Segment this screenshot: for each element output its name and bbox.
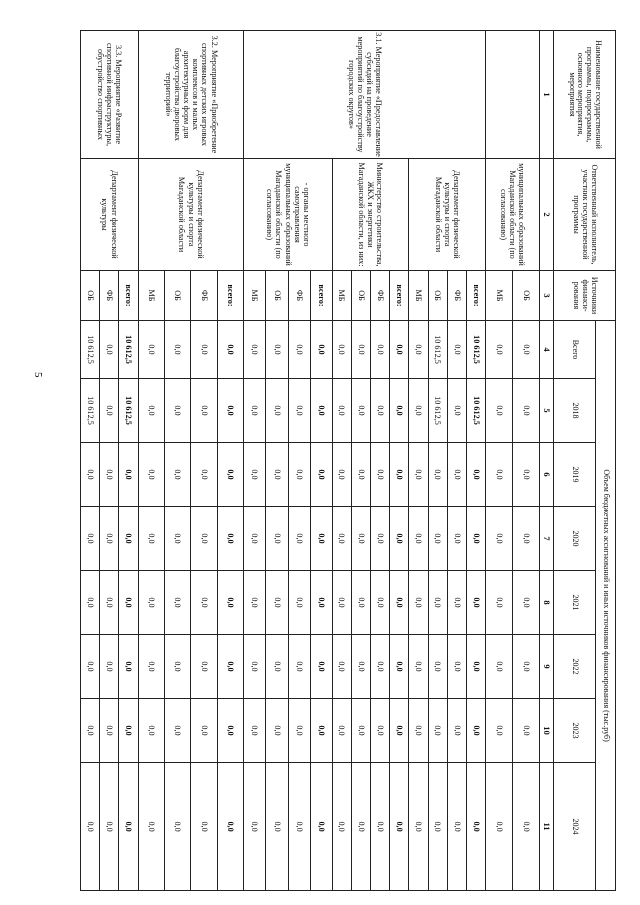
- value-cell: 0,0: [447, 699, 466, 763]
- measure-name-cell: [486, 31, 540, 159]
- value-cell: 0,0: [288, 763, 310, 891]
- value-cell: 0,0: [191, 763, 217, 891]
- measure-name-cell: 3.3. Мероприятие «Развитие спортивной инфраструктуры, обустройство спортивных: [81, 31, 139, 159]
- value-cell: 0,0: [191, 379, 217, 443]
- executor-cell: Департамент физической культуры и спорта Магаданской области: [409, 159, 486, 271]
- header-funding-group: Объем бюджетных ассигнований и иных источников финансирования (тыс.руб): [596, 321, 616, 891]
- table-row: [119, 31, 138, 891]
- value-cell: 0,0: [310, 635, 332, 699]
- value-cell: 0,0: [467, 699, 486, 763]
- value-cell: 0,0: [390, 571, 409, 635]
- value-cell: 0,0: [191, 571, 217, 635]
- value-cell: 0,0: [138, 321, 164, 379]
- value-cell: 0,0: [165, 571, 191, 635]
- value-cell: 0,0: [371, 321, 390, 379]
- value-cell: 0,0: [266, 321, 288, 379]
- value-cell: 0,0: [390, 379, 409, 443]
- value-cell: 0,0: [217, 635, 243, 699]
- value-cell: 0,0: [332, 379, 351, 443]
- source-cell: ОБ: [266, 271, 288, 321]
- executor-cell: - органы местного самоуправления муниципальных образований Магаданской области (по согласованию): [244, 159, 332, 271]
- value-cell: 0,0: [409, 699, 428, 763]
- column-index: 2: [540, 159, 554, 271]
- value-cell: 0,0: [244, 379, 266, 443]
- value-cell: 0,0: [244, 635, 266, 699]
- value-cell: 0,0: [513, 507, 540, 571]
- value-cell: 0,0: [138, 379, 164, 443]
- value-cell: 0,0: [165, 699, 191, 763]
- value-cell: 0,0: [447, 443, 466, 507]
- value-cell: 0,0: [447, 507, 466, 571]
- value-cell: 0,0: [390, 763, 409, 891]
- value-cell: 0,0: [486, 571, 513, 635]
- value-cell: 0,0: [100, 699, 119, 763]
- value-cell: 0,0: [371, 507, 390, 571]
- value-cell: 0,0: [486, 763, 513, 891]
- value-cell: 0,0: [165, 443, 191, 507]
- value-cell: 0,0: [138, 443, 164, 507]
- value-cell: 0,0: [390, 443, 409, 507]
- value-cell: 0,0: [165, 763, 191, 891]
- value-cell: 0,0: [409, 379, 428, 443]
- measure-name-cell: 3.2. Мероприятие «Приобретение спортивных детских игровых комплексов и малых архитектурных форм для благоустройства дворовых территорий»: [138, 31, 244, 159]
- executor-cell: Департамент физической культуры: [81, 159, 139, 271]
- value-cell: 0,0: [409, 763, 428, 891]
- executor-cell: Министерство строительства, ЖКХ и энергетики Магаданской области, из них:: [332, 159, 409, 271]
- value-cell: 0,0: [428, 763, 447, 891]
- value-cell: 0,0: [310, 507, 332, 571]
- value-cell: 0,0: [447, 763, 466, 891]
- value-cell: 10 612,5: [119, 379, 138, 443]
- value-cell: 0,0: [266, 379, 288, 443]
- value-cell: 0,0: [390, 699, 409, 763]
- value-cell: 0,0: [371, 571, 390, 635]
- value-cell: 0,0: [371, 443, 390, 507]
- table-row: [513, 31, 540, 891]
- source-cell: всего:: [310, 271, 332, 321]
- value-cell: 0,0: [288, 507, 310, 571]
- measure-name-cell: 3.1. Мероприятие «Предоставление субсидий на проведение мероприятий по благоустройству городских округов»: [244, 31, 486, 159]
- value-cell: 0,0: [288, 443, 310, 507]
- value-cell: 0,0: [217, 571, 243, 635]
- value-cell: 0,0: [191, 699, 217, 763]
- column-index: 6: [540, 443, 554, 507]
- value-cell: 0,0: [138, 699, 164, 763]
- value-cell: 10 612,5: [81, 379, 100, 443]
- value-cell: 0,0: [447, 571, 466, 635]
- value-cell: 0,0: [409, 443, 428, 507]
- value-cell: 0,0: [310, 379, 332, 443]
- value-cell: 0,0: [428, 443, 447, 507]
- value-cell: 0,0: [409, 507, 428, 571]
- value-cell: 0,0: [288, 699, 310, 763]
- value-cell: 0,0: [100, 763, 119, 891]
- value-cell: 0,0: [310, 571, 332, 635]
- column-index: 3: [540, 271, 554, 321]
- header-year: 2019: [554, 443, 596, 507]
- value-cell: 0,0: [486, 379, 513, 443]
- header-year: 2020: [554, 507, 596, 571]
- value-cell: 0,0: [266, 507, 288, 571]
- source-cell: МБ: [332, 271, 351, 321]
- value-cell: 0,0: [409, 635, 428, 699]
- value-cell: 0,0: [513, 763, 540, 891]
- header-source: Источники финанси-рования: [554, 271, 616, 321]
- value-cell: 10 612,5: [467, 321, 486, 379]
- value-cell: 0,0: [332, 763, 351, 891]
- executor-cell: Департамент физической культуры и спорта Магаданской области: [138, 159, 244, 271]
- value-cell: 0,0: [138, 635, 164, 699]
- value-cell: 10 612,5: [119, 321, 138, 379]
- value-cell: 0,0: [409, 571, 428, 635]
- source-cell: МБ: [138, 271, 164, 321]
- value-cell: 0,0: [138, 507, 164, 571]
- value-cell: 10 612,5: [81, 321, 100, 379]
- value-cell: 10 612,5: [467, 379, 486, 443]
- header-year: 2024: [554, 763, 596, 891]
- value-cell: 0,0: [217, 763, 243, 891]
- header-name: Наименование государственной программы, подпрограммы, основного мероприятия, мероприятия: [554, 31, 616, 159]
- value-cell: 0,0: [351, 379, 370, 443]
- value-cell: 0,0: [310, 763, 332, 891]
- source-cell: ФБ: [100, 271, 119, 321]
- source-cell: МБ: [486, 271, 513, 321]
- value-cell: 0,0: [447, 379, 466, 443]
- value-cell: 0,0: [266, 635, 288, 699]
- source-cell: ФБ: [288, 271, 310, 321]
- value-cell: 0,0: [165, 321, 191, 379]
- value-cell: 0,0: [288, 571, 310, 635]
- value-cell: 0,0: [467, 443, 486, 507]
- value-cell: 0,0: [428, 635, 447, 699]
- value-cell: 0,0: [351, 763, 370, 891]
- value-cell: 0,0: [119, 699, 138, 763]
- value-cell: 0,0: [165, 507, 191, 571]
- value-cell: 0,0: [138, 571, 164, 635]
- value-cell: 10 612,5: [428, 321, 447, 379]
- value-cell: 0,0: [486, 321, 513, 379]
- source-cell: ОБ: [428, 271, 447, 321]
- value-cell: 0,0: [81, 635, 100, 699]
- value-cell: 0,0: [310, 443, 332, 507]
- value-cell: 0,0: [371, 379, 390, 443]
- value-cell: 0,0: [467, 763, 486, 891]
- source-cell: ОБ: [81, 271, 100, 321]
- value-cell: 10 612,5: [428, 379, 447, 443]
- source-cell: ФБ: [191, 271, 217, 321]
- value-cell: 0,0: [447, 635, 466, 699]
- source-cell: ОБ: [165, 271, 191, 321]
- value-cell: 0,0: [351, 635, 370, 699]
- value-cell: 0,0: [513, 379, 540, 443]
- value-cell: 0,0: [288, 379, 310, 443]
- value-cell: 0,0: [428, 699, 447, 763]
- value-cell: 0,0: [390, 321, 409, 379]
- value-cell: 0,0: [165, 635, 191, 699]
- value-cell: 0,0: [81, 443, 100, 507]
- value-cell: 0,0: [310, 321, 332, 379]
- value-cell: 0,0: [513, 571, 540, 635]
- value-cell: 0,0: [428, 571, 447, 635]
- value-cell: 0,0: [332, 635, 351, 699]
- value-cell: 0,0: [266, 699, 288, 763]
- value-cell: 0,0: [288, 635, 310, 699]
- source-cell: всего:: [467, 271, 486, 321]
- value-cell: 0,0: [447, 321, 466, 379]
- source-cell: МБ: [409, 271, 428, 321]
- column-index: 7: [540, 507, 554, 571]
- value-cell: 0,0: [100, 507, 119, 571]
- value-cell: 0,0: [486, 507, 513, 571]
- value-cell: 0,0: [513, 699, 540, 763]
- header-year: 2021: [554, 571, 596, 635]
- source-cell: ФБ: [447, 271, 466, 321]
- value-cell: 0,0: [288, 321, 310, 379]
- value-cell: 0,0: [119, 443, 138, 507]
- header-year: Всего: [554, 321, 596, 379]
- value-cell: 0,0: [266, 571, 288, 635]
- table-row: [390, 31, 409, 891]
- value-cell: 0,0: [217, 507, 243, 571]
- value-cell: 0,0: [191, 507, 217, 571]
- value-cell: 0,0: [513, 321, 540, 379]
- value-cell: 0,0: [244, 507, 266, 571]
- source-cell: ОБ: [351, 271, 370, 321]
- value-cell: 0,0: [266, 763, 288, 891]
- source-cell: ФБ: [371, 271, 390, 321]
- value-cell: 0,0: [217, 699, 243, 763]
- value-cell: 0,0: [332, 571, 351, 635]
- value-cell: 0,0: [244, 763, 266, 891]
- value-cell: 0,0: [513, 635, 540, 699]
- value-cell: 0,0: [390, 507, 409, 571]
- value-cell: 0,0: [100, 321, 119, 379]
- value-cell: 0,0: [486, 443, 513, 507]
- value-cell: 0,0: [371, 699, 390, 763]
- value-cell: 0,0: [138, 763, 164, 891]
- source-cell: всего:: [390, 271, 409, 321]
- value-cell: 0,0: [119, 571, 138, 635]
- value-cell: 0,0: [100, 379, 119, 443]
- source-cell: всего:: [119, 271, 138, 321]
- value-cell: 0,0: [332, 507, 351, 571]
- executor-cell: муниципальных образований Магаданской области (по согласованию): [486, 159, 540, 271]
- value-cell: 0,0: [332, 443, 351, 507]
- value-cell: 0,0: [351, 507, 370, 571]
- value-cell: 0,0: [217, 443, 243, 507]
- value-cell: 0,0: [217, 321, 243, 379]
- value-cell: 0,0: [119, 763, 138, 891]
- value-cell: 0,0: [191, 443, 217, 507]
- source-cell: всего:: [217, 271, 243, 321]
- table-row: [310, 31, 332, 891]
- column-index: 4: [540, 321, 554, 379]
- value-cell: 0,0: [513, 443, 540, 507]
- value-cell: 0,0: [244, 571, 266, 635]
- value-cell: 0,0: [191, 635, 217, 699]
- value-cell: 0,0: [467, 571, 486, 635]
- value-cell: 0,0: [119, 507, 138, 571]
- column-index: 10: [540, 699, 554, 763]
- value-cell: 0,0: [390, 635, 409, 699]
- value-cell: 0,0: [81, 507, 100, 571]
- value-cell: 0,0: [244, 321, 266, 379]
- column-index: 5: [540, 379, 554, 443]
- rotated-table-wrapper: [80, 30, 616, 890]
- header-year: 2018: [554, 379, 596, 443]
- value-cell: 0,0: [371, 635, 390, 699]
- value-cell: 0,0: [409, 321, 428, 379]
- header-year: 2023: [554, 699, 596, 763]
- value-cell: 0,0: [191, 321, 217, 379]
- value-cell: 0,0: [351, 699, 370, 763]
- value-cell: 0,0: [100, 635, 119, 699]
- value-cell: 0,0: [81, 763, 100, 891]
- column-index: 1: [540, 31, 554, 159]
- value-cell: 0,0: [428, 507, 447, 571]
- table-row: [467, 31, 486, 891]
- value-cell: 0,0: [165, 379, 191, 443]
- value-cell: 0,0: [217, 379, 243, 443]
- header-executor: Ответственный исполнитель, участник государственной программы: [554, 159, 616, 271]
- value-cell: 0,0: [332, 699, 351, 763]
- column-index: 9: [540, 635, 554, 699]
- value-cell: 0,0: [332, 321, 351, 379]
- value-cell: 0,0: [351, 321, 370, 379]
- value-cell: 0,0: [100, 571, 119, 635]
- source-cell: ОБ: [513, 271, 540, 321]
- budget-table: [80, 30, 616, 891]
- value-cell: 0,0: [467, 635, 486, 699]
- value-cell: 0,0: [371, 763, 390, 891]
- value-cell: 0,0: [81, 699, 100, 763]
- column-index: 8: [540, 571, 554, 635]
- value-cell: 0,0: [244, 699, 266, 763]
- value-cell: 0,0: [351, 571, 370, 635]
- value-cell: 0,0: [467, 507, 486, 571]
- source-cell: МБ: [244, 271, 266, 321]
- value-cell: 0,0: [244, 443, 266, 507]
- value-cell: 0,0: [81, 571, 100, 635]
- value-cell: 0,0: [486, 635, 513, 699]
- value-cell: 0,0: [119, 635, 138, 699]
- value-cell: 0,0: [486, 699, 513, 763]
- value-cell: 0,0: [100, 443, 119, 507]
- value-cell: 0,0: [351, 443, 370, 507]
- column-index: 11: [540, 763, 554, 891]
- value-cell: 0,0: [266, 443, 288, 507]
- page-number: 5: [32, 372, 44, 378]
- table-row: [217, 31, 243, 891]
- header-year: 2022: [554, 635, 596, 699]
- value-cell: 0,0: [310, 699, 332, 763]
